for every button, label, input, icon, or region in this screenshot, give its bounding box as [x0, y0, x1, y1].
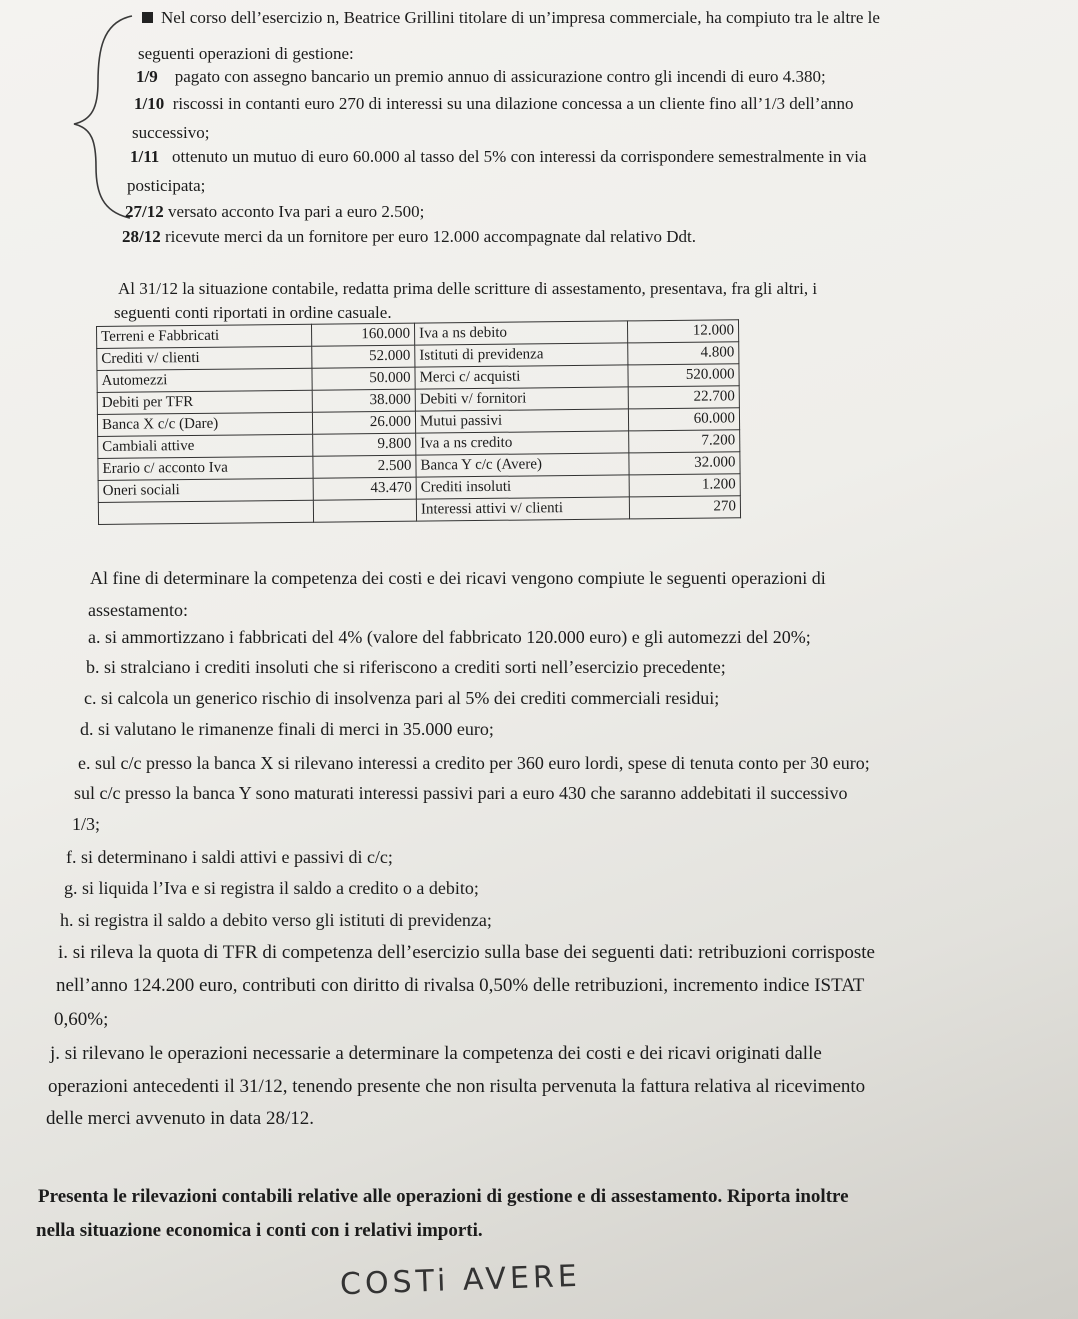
adjustment-i-line-3: 0,60%;	[54, 1009, 109, 1030]
operation-3-cont: posticipata;	[127, 176, 206, 195]
table-row: Cambiali attive 9.800 Iva a ns credito 7.200	[98, 430, 740, 459]
square-bullet-icon	[142, 12, 153, 23]
operation-2-cont: successivo;	[132, 123, 210, 142]
adjustment-b: b. si stralciano i crediti insoluti che si riferiscono a crediti sorti nell’esercizio precedente;	[86, 657, 726, 677]
adjustment-i-line-1: i. si rileva la quota di TFR di competenza dell’esercizio sulla base dei seguenti dati: retribuzioni corrisposte	[58, 942, 875, 963]
accounts-table	[96, 319, 741, 525]
situation-line-1: Al 31/12 la situazione contabile, redatta prima delle scritture di assestamento, presentava, fra gli altri, i	[118, 279, 818, 298]
adjustment-c: c. si calcola un generico rischio di insolvenza pari al 5% dei crediti commerciali residui;	[84, 688, 720, 708]
table-row: Banca X c/c (Dare) 26.000 Mutui passivi 60.000	[97, 408, 739, 437]
adjustment-j-line-3: delle merci avvenuto in data 28/12.	[46, 1108, 315, 1129]
adjustment-d: d. si valutano le rimanenze finali di merci in 35.000 euro;	[80, 719, 494, 739]
operation-3: 1/11 ottenuto un mutuo di euro 60.000 al tasso del 5% con interessi da corrispondere semestralmente in via	[130, 147, 867, 166]
adjustment-j-line-1: j. si rilevano le operazioni necessarie a determinare la competenza dei costi e dei ricavi originati dalle	[50, 1043, 822, 1064]
situation-line-2: seguenti conti riportati in ordine casuale.	[114, 303, 392, 322]
operation-4: 27/12 versato acconto Iva pari a euro 2.500;	[125, 202, 425, 221]
adjustment-e-line-3: 1/3;	[72, 814, 101, 834]
adjustment-i-line-2: nell’anno 124.200 euro, contributi con diritto di rivalsa 0,50% delle retribuzioni, incremento indice ISTAT	[56, 975, 865, 996]
final-task-line-2: nella situazione economica i conti con i relativi importi.	[36, 1220, 483, 1241]
operation-2: 1/10 riscossi in contanti euro 270 di interessi su una dilazione concessa a un cliente fino all’1/3 dell’anno	[134, 94, 854, 113]
table-row: Oneri sociali 43.470 Crediti insoluti 1.200	[98, 474, 740, 503]
adjustment-a: a. si ammortizzano i fabbricati del 4% (valore del fabbricato 120.000 euro) e gli automezzi del 20%;	[88, 627, 811, 647]
adjust-intro-line-2: assestamento:	[88, 600, 188, 620]
table-row: Terreni e Fabbricati 160.000 Iva a ns debito 12.000	[97, 320, 739, 349]
operation-1: 1/9 pagato con assegno bancario un premio annuo di assicurazione contro gli incendi di euro 4.380;	[136, 67, 826, 86]
table-row: Interessi attivi v/ clienti 270	[98, 496, 740, 525]
adjustment-f: f. si determinano i saldi attivi e passivi di c/c;	[66, 847, 393, 867]
handwritten-note: COSTi AVERE	[339, 1258, 582, 1303]
intro-line-2: seguenti operazioni di gestione:	[138, 44, 354, 63]
adjustment-e-line-1: e. sul c/c presso la banca X si rilevano interessi a credito per 360 euro lordi, spese di tenuta conto per 30 euro;	[78, 753, 870, 773]
intro-line-1: Nel corso dell’esercizio n, Beatrice Grillini titolare di un’impresa commerciale, ha compiuto tra le altre le	[142, 7, 880, 29]
adjustment-h: h. si registra il saldo a debito verso gli istituti di previdenza;	[60, 910, 492, 930]
adjustment-e-line-2: sul c/c presso la banca Y sono maturati interessi passivi pari a euro 430 che saranno addebitati il successivo	[74, 783, 848, 803]
adjustment-g: g. si liquida l’Iva e si registra il saldo a credito o a debito;	[64, 878, 479, 898]
table-row: Crediti v/ clienti 52.000 Istituti di previdenza 4.800	[97, 342, 739, 371]
adjustment-j-line-2: operazioni antecedenti il 31/12, tenendo presente che non risulta pervenuta la fattura relativa al ricevimento	[48, 1076, 866, 1097]
operation-5: 28/12 ricevute merci da un fornitore per euro 12.000 accompagnate dal relativo Ddt.	[122, 227, 697, 246]
table-row: Erario c/ acconto Iva 2.500 Banca Y c/c (Avere) 32.000	[98, 452, 740, 481]
adjust-intro-line-1: Al fine di determinare la competenza dei costi e dei ricavi vengono compiute le seguenti operazioni di	[90, 568, 826, 588]
final-task-line-1: Presenta le rilevazioni contabili relative alle operazioni di gestione e di assestamento. Riporta inoltre	[38, 1186, 849, 1207]
table-row: Automezzi 50.000 Merci c/ acquisti 520.000	[97, 364, 739, 393]
table-row: Debiti per TFR 38.000 Debiti v/ fornitori 22.700	[97, 386, 739, 415]
